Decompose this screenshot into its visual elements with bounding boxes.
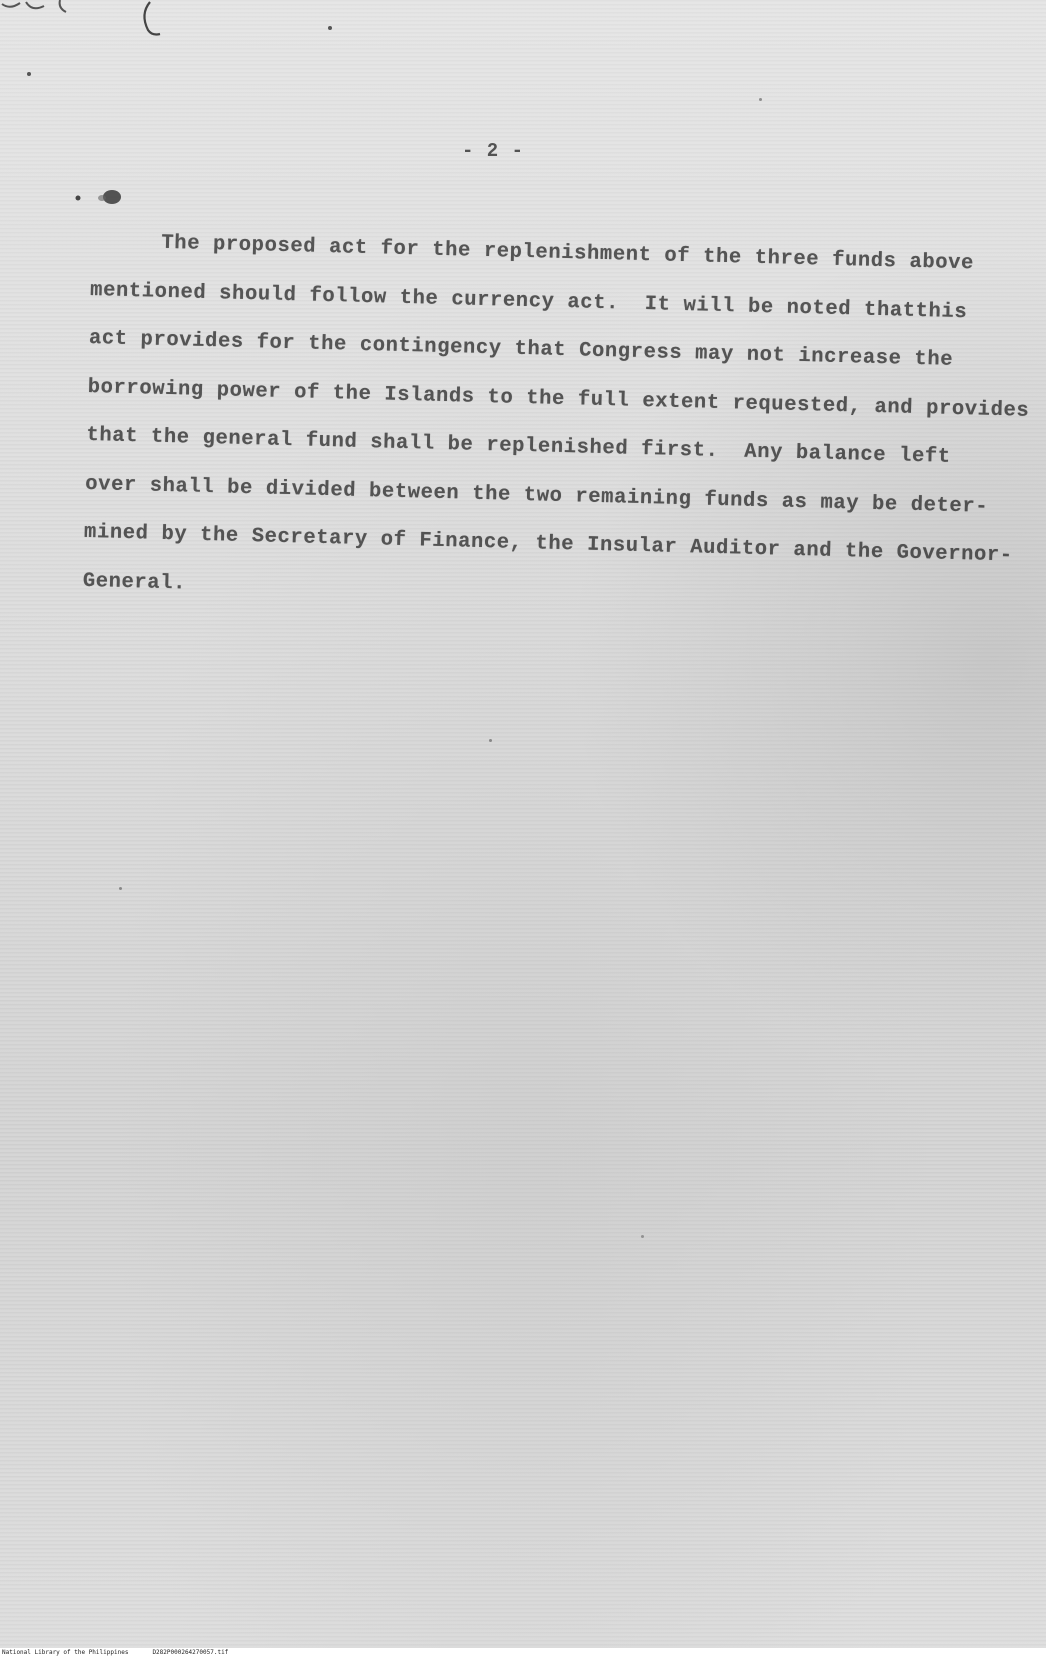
paragraph-line: that the general fund shall be replenished first. Any balance left: [86, 423, 951, 469]
footer-source: National Library of the Philippines: [2, 1649, 129, 1656]
ink-speck: [641, 1235, 644, 1238]
ink-speck: [119, 887, 122, 890]
body-paragraph: [82, 218, 1030, 629]
margin-ink-marks: [0, 0, 200, 50]
footer-file: D282P000264270057.tif: [152, 1649, 229, 1656]
ink-speck: [328, 26, 332, 30]
paragraph-line: mentioned should follow the currency act. It will be noted thatthis: [89, 278, 968, 324]
page-number: - 2 -: [462, 140, 525, 162]
scan-footer: [0, 1648, 1046, 1658]
paragraph-line: General.: [82, 569, 187, 595]
paragraph-line: act provides for the contingency that Congress may not increase the: [88, 326, 954, 372]
paragraph-line: over shall be divided between the two remaining funds as may be deter-: [84, 472, 989, 519]
paragraph-line: mined by the Secretary of Finance, the Insular Auditor and the Governor-: [83, 520, 1013, 568]
paragraph-line: The proposed act for the replenishment of the three funds above: [161, 231, 975, 276]
ink-speck: [27, 72, 31, 76]
ink-smudge: [72, 186, 132, 208]
paragraph-line: borrowing power of the Islands to the full extent requested, and provides: [87, 375, 1030, 423]
ink-speck: [489, 739, 492, 742]
ink-speck: [759, 98, 762, 101]
